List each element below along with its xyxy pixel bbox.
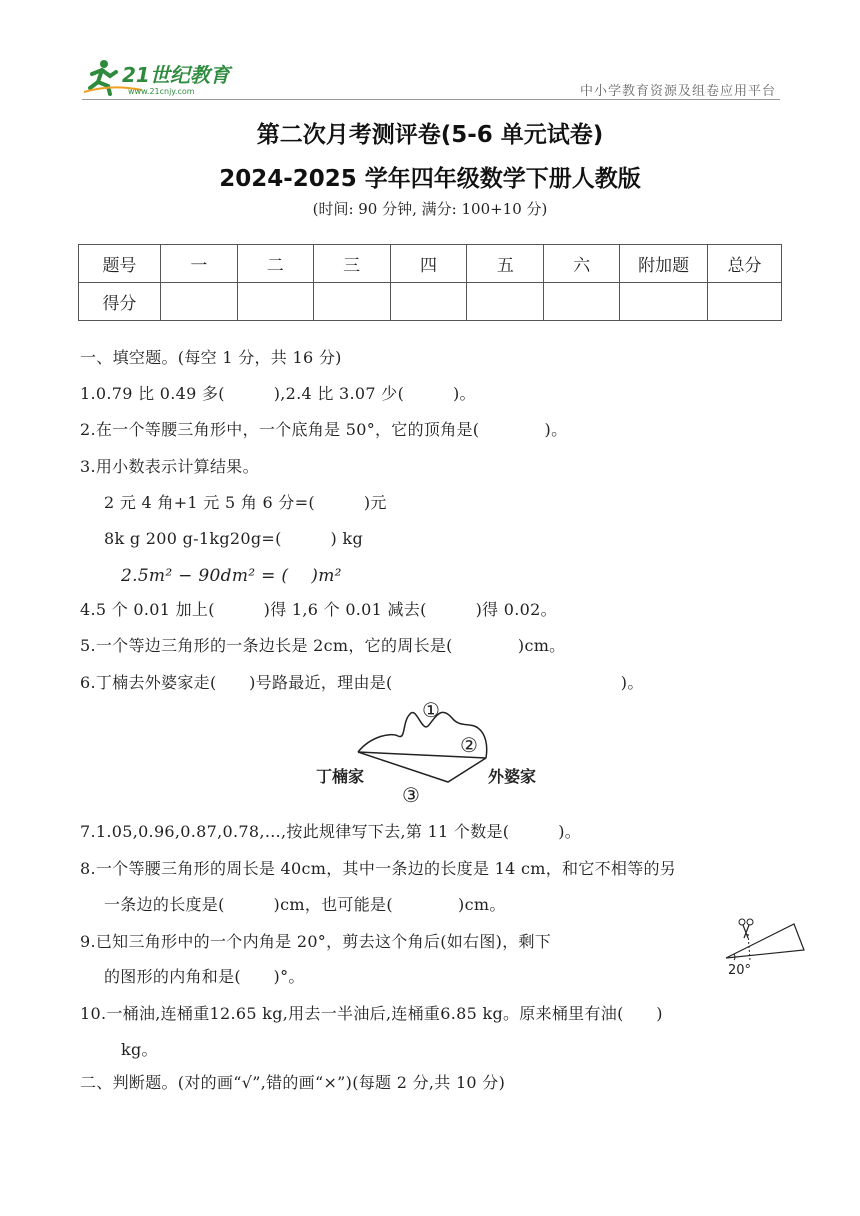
- header-cell: 六: [544, 245, 620, 283]
- exam-title: 第二次月考测评卷(5-6 单元试卷): [256, 122, 604, 148]
- route-figure: [310, 692, 560, 808]
- score-cell[interactable]: [390, 283, 467, 321]
- logo-url: www.21cnjy.com: [128, 87, 195, 96]
- question-5: 5.一个等边三角形的一条边长是 2cm，它的周长是( )cm。: [80, 636, 566, 655]
- header-cell: 五: [467, 245, 544, 283]
- score-cell[interactable]: [708, 283, 782, 321]
- score-cell[interactable]: [467, 283, 544, 321]
- exam-subtitle: 2024-2025 学年四年级数学下册人教版: [219, 166, 641, 192]
- route-2-label: ②: [460, 733, 478, 757]
- cut-triangle-figure: [722, 914, 806, 978]
- score-cell[interactable]: [620, 283, 708, 321]
- question-8b: 一条边的长度是( )cm，也可能是( )cm。: [104, 895, 506, 914]
- home-label: 丁楠家: [316, 767, 365, 786]
- question-9a: 9.已知三角形中的一个内角是 20°，剪去这个角后(如右图)，剩下: [80, 932, 552, 951]
- grandma-label: 外婆家: [488, 767, 537, 786]
- question-3c: 2.5m² − 90dm² = ( )m²: [121, 566, 342, 586]
- question-1: 1.0.79 比 0.49 多( ),2.4 比 3.07 少( )。: [80, 384, 476, 403]
- question-4: 4.5 个 0.01 加上( )得 1,6 个 0.01 减去( )得 0.02。: [80, 600, 557, 619]
- question-10a: 10.一桶油,连桶重12.65 kg,用去一半油后,连桶重6.85 kg。原来桶里有油( ): [80, 1004, 663, 1023]
- site-logo: [82, 56, 242, 98]
- section1-heading: 一、填空题。(每空 1 分，共 16 分): [80, 348, 342, 367]
- question-3b: 8k g 200 g-1kg20g=( ) kg: [104, 529, 363, 548]
- question-3: 3.用小数表示计算结果。: [80, 457, 259, 476]
- score-cell[interactable]: [544, 283, 620, 321]
- header-slogan: 中小学教育资源及组卷应用平台: [579, 84, 776, 99]
- section2-heading: 二、判断题。(对的画“√”,错的画“×”)(每题 2 分,共 10 分): [80, 1073, 506, 1092]
- header-divider: [82, 99, 780, 100]
- triangle-shape: [726, 924, 804, 958]
- question-9b: 的图形的内角和是( )°。: [104, 967, 305, 986]
- header-cell: 总分: [708, 245, 782, 283]
- question-7: 7.1.05,0.96,0.87,0.78,…,按此规律写下去,第 11 个数是( )。: [80, 822, 582, 841]
- header-cell: 一: [160, 245, 237, 283]
- scissors-icon: [739, 919, 753, 938]
- header-cell: 附加题: [620, 245, 708, 283]
- question-3a: 2 元 4 角+1 元 5 角 6 分=( )元: [104, 493, 387, 512]
- question-2: 2.在一个等腰三角形中，一个底角是 50°，它的顶角是( )。: [80, 420, 568, 439]
- question-10b: kg。: [121, 1040, 158, 1059]
- header-cell: 题号: [79, 245, 161, 283]
- exam-info: (时间: 90 分钟, 满分: 100+10 分): [312, 200, 548, 218]
- route-3-label: ③: [402, 783, 420, 807]
- question-6: 6.丁楠去外婆家走( )号路最近，理由是( )。: [80, 673, 644, 692]
- header-cell: 三: [313, 245, 390, 283]
- score-cell[interactable]: [313, 283, 390, 321]
- score-cell[interactable]: [237, 283, 313, 321]
- angle-label: 20°: [728, 963, 752, 978]
- question-8a: 8.一个等腰三角形的周长是 40cm，其中一条边的长度是 14 cm，和它不相等的另: [80, 859, 677, 878]
- score-table-header-row: [79, 245, 782, 283]
- header-cell: 四: [390, 245, 467, 283]
- score-row-label: 得分: [79, 283, 161, 321]
- header-cell: 二: [237, 245, 313, 283]
- score-table: [78, 244, 782, 321]
- logo-text: 21世纪教育: [122, 63, 230, 87]
- route-1-label: ①: [422, 698, 440, 722]
- score-cell[interactable]: [160, 283, 237, 321]
- score-table-score-row: [79, 283, 782, 321]
